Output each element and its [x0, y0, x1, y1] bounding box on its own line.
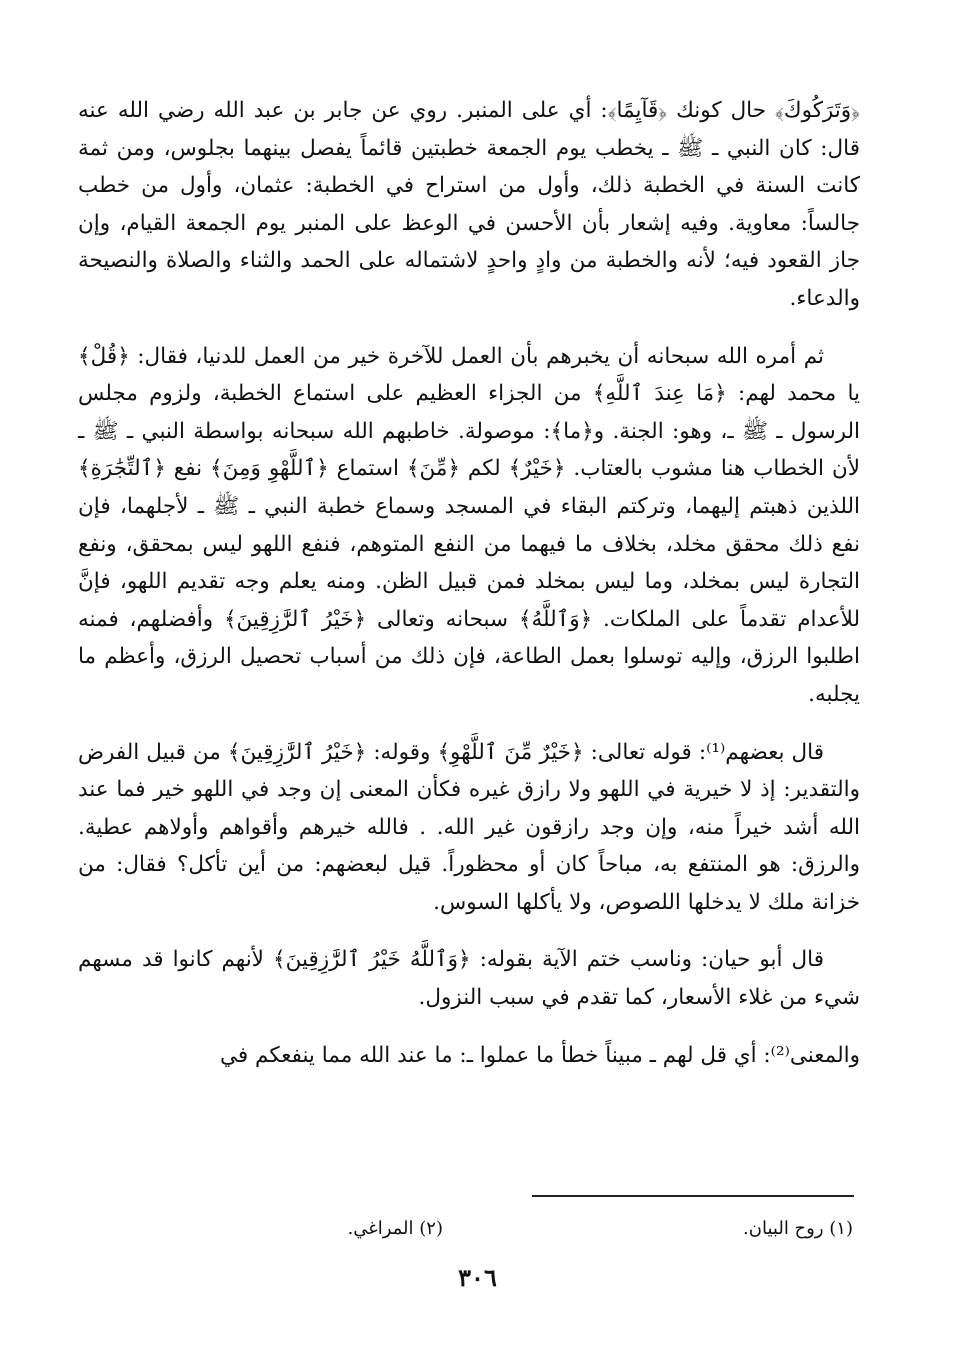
page-body [78, 92, 860, 1074]
paragraph: والمعنى⁽²⁾: أي قل لهم ـ مبيناً خطأ ما عملوا ـ: ما عند الله مما ينفعكم في [219, 1042, 860, 1068]
footnote-divider [532, 1195, 854, 1197]
paragraph: قال بعضهم⁽¹⁾: قوله تعالى: ﴿خَيْرٌ مِّنَ ٱللَّهْوِ﴾ وقوله: ﴿خَيْرُ ٱلرَّٰزِقِينَ﴾ من قبيل الفرض والتقدير: إذ لا خيرية في اللهو ولا رازق غيره فكأن المعنى إن وجد في اللهو خير فما عند الله أشد خيراً منه، وإن وجد رازقون غير الله. . فالله خيرهم وأقواهم وأولاهم عطية. والرزق: هو المنتفع به، مباحاً كان أو محظوراً. قيل لبعضهم: من أين تأكل؟ فقال: من خزانة ملك لا يدخلها اللصوص، ولا يأكلها السوس. [78, 739, 860, 915]
paragraph: ثم أمره الله سبحانه أن يخبرهم بأن العمل للآخرة خير من العمل للدنيا، فقال: ﴿قُلْ﴾ يا محمد لهم: ﴿مَا عِندَ ٱللَّهِ﴾ من الجزاء العظيم على استماع الخطبة، ولزوم مجلس الرسول ـ ﷺ ـ، وهو: الجنة. و﴿ما﴾: موصولة. خاطبهم الله سبحانه بواسطة النبي ـ ﷺ ـ لأن الخطاب هنا مشوب بالعتاب. ﴿خَيْرٌ﴾ لكم ﴿مِّنَ﴾ استماع ﴿ٱللَّهْوِ وَمِنَ﴾ نفع ﴿ٱلتِّجَٰرَةِ﴾ اللذين ذهبتم إليهما، وتركتم البقاء في المسجد وسماع خطبة النبي ـ ﷺ ـ لأجلهما، فإن نفع ذلك محقق مخلد، بخلاف ما فيهما من النفع المتوهم، فنفع اللهو ليس بمحقق، ونفع التجارة ليس بمخلد، وما ليس بمخلد فمن قبيل الظن. ومنه يعلم وجه تقديم اللهو، فإنَّ للأعدام تقدماً على الملكات. ﴿وَٱللَّهُ﴾ سبحانه وتعالى ﴿خَيْرُ ٱلرَّٰزِقِينَ﴾ وأفضلهم، فمنه اطلبوا الرزق، وإليه توسلوا بعمل الطاعة، فإن ذلك من أسباب تحصيل الرزق، وأعظم ما يجلبه. [78, 343, 860, 707]
page-number: ٣٠٦ [458, 1263, 497, 1292]
paragraph: قال أبو حيان: وناسب ختم الآية بقوله: ﴿وَٱللَّهُ خَيْرُ ٱلرَّٰزِقِينَ﴾ لأنهم كانوا قد مسهم شيء من غلاء الأسعار، كما تقدم في سبب النزول. [78, 947, 860, 1011]
paragraph: ﴿وَتَرَكُوكَ﴾ حال كونك ﴿قَآيِمًا﴾: أي على المنبر. روي عن جابر بن عبد الله رضي الله عنه قال: كان النبي ـ ﷺ ـ يخطب يوم الجمعة خطبتين قائماً يفصل بينهما بجلوس، ومن ثمة كانت السنة في الخطبة ذلك، وأول من استراح في الخطبة: عثمان، وأول من خطب جالساً: معاوية. وفيه إشعار بأن الأحسن في الوعظ على المنبر يوم الجمعة القيام، وإن جاز القعود فيه؛ لأنه والخطبة من وادٍ واحدٍ لاشتماله على الحمد والثناء والصلاة والنصيحة والدعاء. [78, 98, 860, 311]
footnote-2: (٢) المراغي. [347, 1218, 443, 1239]
footnote-1: (١) روح البيان. [743, 1218, 853, 1239]
